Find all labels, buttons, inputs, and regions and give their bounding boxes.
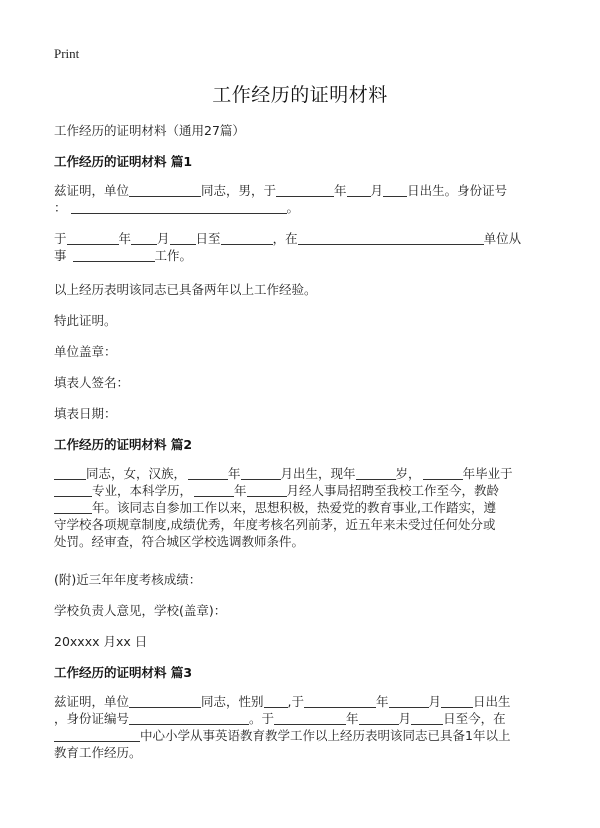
blank-field	[54, 502, 92, 514]
blank-field	[247, 485, 287, 497]
text: 专业，本科学历，	[92, 483, 193, 498]
blank-field	[73, 250, 155, 262]
blank-field	[411, 713, 443, 725]
text: ,于	[287, 694, 305, 709]
blank-field	[54, 468, 86, 480]
text: 日至今，在	[443, 711, 506, 726]
blank-field	[221, 233, 273, 245]
blank-field	[304, 696, 376, 708]
blank-field	[276, 185, 334, 197]
blank-field	[423, 468, 463, 480]
text: 岁，	[395, 466, 421, 481]
text: 工作。	[154, 248, 193, 263]
blank-field	[383, 185, 407, 197]
section-1-heading: 工作经历的证明材料 篇1	[54, 154, 193, 169]
section-2-paragraph-1	[54, 465, 554, 550]
blank-field	[54, 730, 140, 742]
text: 日出生	[473, 694, 511, 709]
text: 同志，女，汉族，	[86, 466, 187, 481]
blank-field	[131, 233, 157, 245]
section-1-line-seal: 单位盖章：	[54, 344, 117, 359]
blank-field	[170, 233, 196, 245]
blank-field	[274, 713, 346, 725]
section-1-paragraph-2	[54, 230, 554, 264]
text: 同志，性别	[201, 694, 264, 709]
text: 年	[376, 694, 389, 709]
section-3-paragraph-1	[54, 693, 554, 761]
text: 年	[118, 231, 132, 246]
section-2-line-assessment: (附)近三年年度考核成绩：	[54, 572, 202, 587]
text: 兹证明，单位	[54, 183, 130, 198]
text: 年	[346, 711, 359, 726]
text: 日出生。身份证号	[407, 183, 508, 198]
blank-field	[194, 485, 234, 497]
text: 年	[234, 483, 247, 498]
blank-field	[441, 696, 473, 708]
text: 兹证明，单位	[54, 694, 130, 709]
text: 月	[157, 231, 170, 246]
section-1-line-date: 填表日期：	[54, 406, 117, 421]
text: 中心小学从事英语教育教学工作以上经历表明该同志已具备1年以上	[140, 728, 511, 743]
blank-field	[298, 233, 484, 245]
text: 月经人事局招聘至我校工作至今，教龄	[286, 483, 500, 498]
blank-field	[67, 233, 119, 245]
text: 月	[370, 183, 384, 198]
section-1-paragraph-1	[54, 182, 554, 216]
blank-field	[389, 696, 429, 708]
blank-field	[129, 185, 201, 197]
blank-field	[356, 468, 396, 480]
text: 。	[286, 200, 300, 215]
blank-field	[359, 713, 399, 725]
text: 月出生，现年	[280, 466, 356, 481]
text: 处罚。经审查，符合城区学校选调教师条件。	[54, 534, 305, 549]
blank-field	[129, 696, 201, 708]
text: 年	[334, 183, 347, 198]
section-2-line-school-opinion: 学校负责人意见，学校(盖章)：	[54, 603, 227, 618]
text: ，身份证编号	[54, 711, 130, 726]
text: 事	[54, 248, 67, 263]
blank-field	[129, 713, 249, 725]
section-2-heading: 工作经历的证明材料 篇2	[54, 437, 193, 452]
blank-field	[188, 468, 228, 480]
print-link[interactable]: Print	[54, 46, 80, 61]
text: 日至	[195, 231, 221, 246]
blank-field	[71, 202, 287, 214]
section-1-line-certify: 特此证明。	[54, 313, 117, 328]
blank-field	[54, 485, 92, 497]
blank-field	[264, 696, 288, 708]
section-2-line-date: 20xxxx 月xx 日	[54, 634, 148, 649]
section-3-heading: 工作经历的证明材料 篇3	[54, 665, 193, 680]
blank-field	[241, 468, 281, 480]
text: 单位从	[483, 231, 522, 246]
document-subtitle: 工作经历的证明材料（通用27篇）	[54, 123, 245, 138]
section-1-line-signature: 填表人签名：	[54, 375, 130, 390]
text: 月	[398, 711, 412, 726]
blank-field	[347, 185, 371, 197]
text: 月	[428, 694, 442, 709]
text: 同志，男，于	[201, 183, 277, 198]
text: 于	[54, 231, 67, 246]
text: 年毕业于	[462, 466, 513, 481]
text: 。于	[249, 711, 275, 726]
section-1-line-experience: 以上经历表明该同志已具备两年以上工作经验。	[54, 282, 317, 297]
text: 守学校各项规章制度,成绩优秀，年度考核名列前茅，近五年来未受过任何处分或	[54, 517, 496, 532]
text: 年	[228, 466, 241, 481]
text: ：	[54, 200, 67, 215]
text: 教育工作经历。	[54, 745, 142, 760]
text: 年。该同志自参加工作以来，思想积极，热爱党的教育事业,工作踏实，遵	[92, 500, 496, 515]
text: ，在	[272, 231, 298, 246]
document-title: 工作经历的证明材料	[212, 84, 388, 106]
